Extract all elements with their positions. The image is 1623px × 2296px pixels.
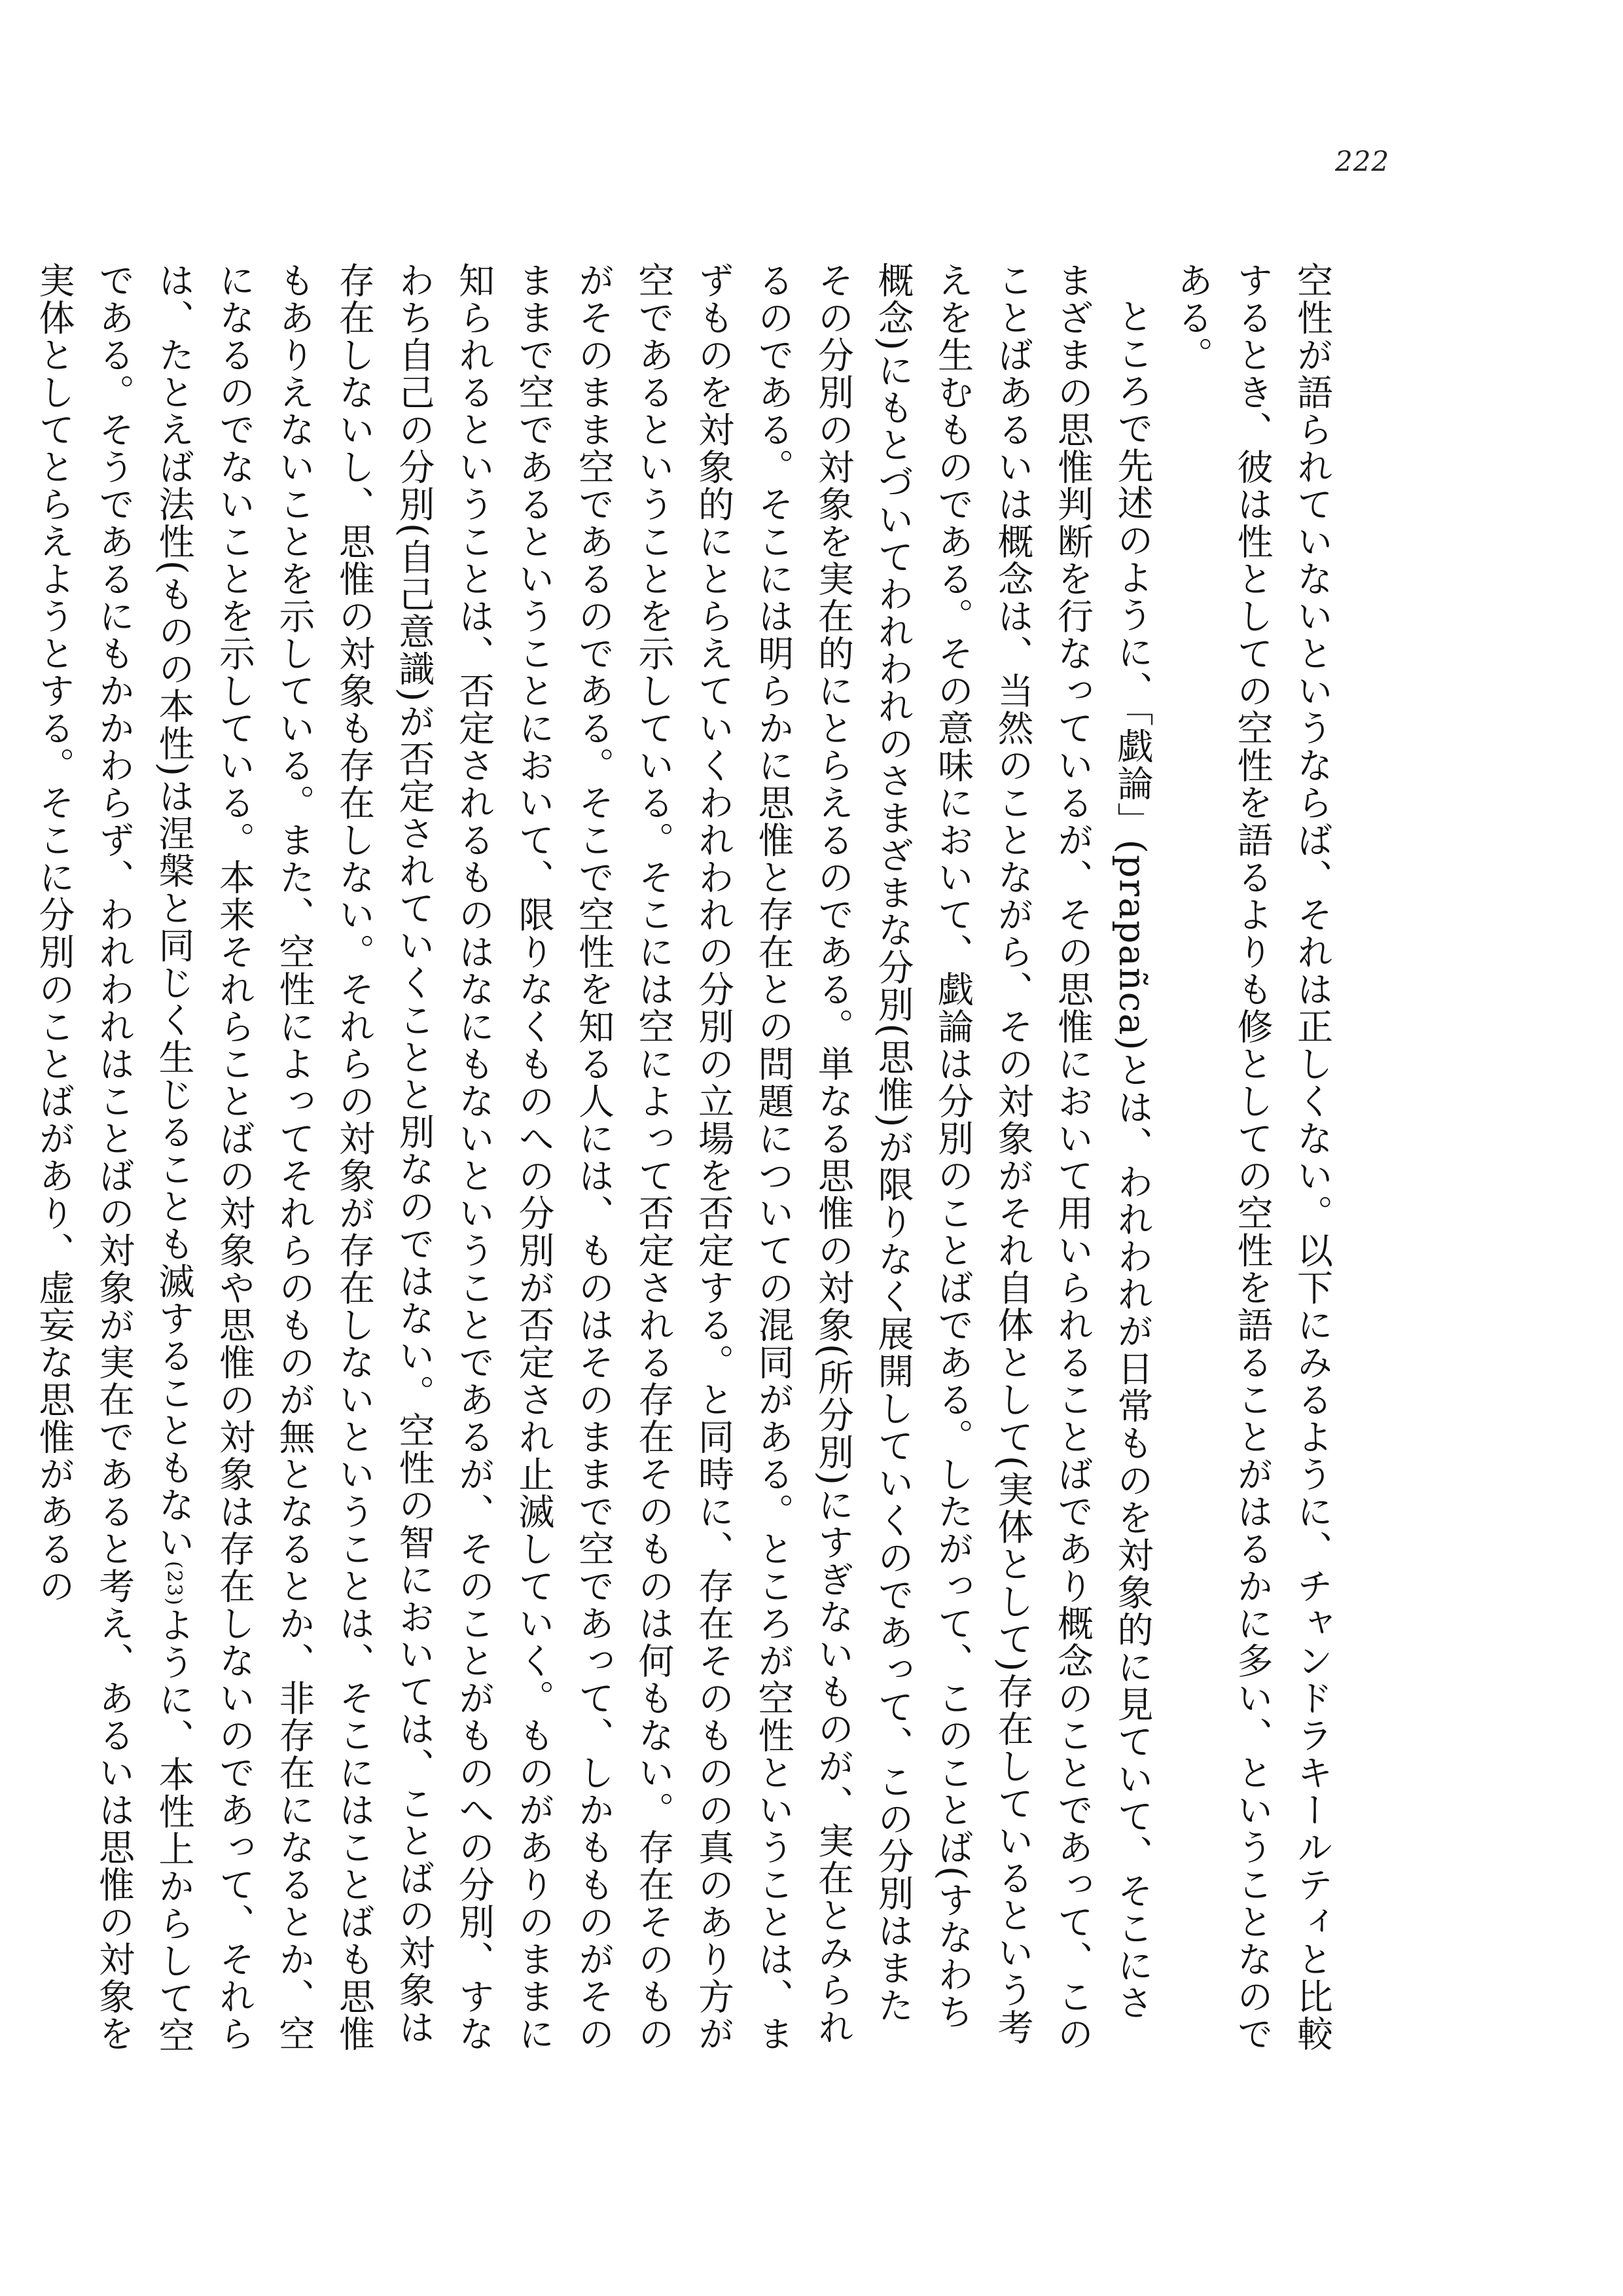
note-reference: (23)	[162, 1560, 186, 1607]
body-text	[33, 262, 1342, 2055]
page-number: 222	[1335, 145, 1390, 177]
paragraph-2: ところで先述のように、「戯論」(prapañca)とは、われわれが日常ものを対象的に見ていて、そこにさまざまの思惟判断を行なっているが、その思惟において用いられることばであり概念のことであって、このことばあるいは概念は、当然のことながら、その対象がそれ自体として(実体として)存在しているという考えを生むものである。その意味において、戯論は分別のことばである。したがって、このことば(すなわち概念)にもとづいてわれわれのさまざまな分別(思惟)が限りなく展開していくのであって、この分別はまたその分別の対象を実在的にとらえるのである。単なる思惟の対象(所分別)にすぎないものが、実在とみられるのである。そこには明らかに思惟と存在との問題についての混同がある。ところが空性ということは、まずものを対象的にとらえていくわれわれの分別の立場を否定する。と同時に、存在そのものの真のあり方が空であるということを示している。そこには空によって否定される存在そのものは何もない。存在そのものがそのまま空であるのである。そこで空性を知る人には、ものはそのままで空であって、しかもものがそのままで空であるということにおいて、限りなくものへの分別が否定され止滅していく。ものがありのままに知られるということは、否定されるものはなにもないということであるが、そのことがものへの分別、すなわち自己の分別(自己意識)が否定されていくことと別なのではない。空性の智においては、ことばの対象は存在しないし、思惟の対象も存在しない。それらの対象が存在しないということは、そこにはことばも思惟もありえないことを示している。また、空性によってそれらのものが無となるとか、非存在になるとか、空になるのでないことを示している。本来それらことばの対象や思惟の対象は存在しないのであって、それらは、たとえば法性(ものの本性)は涅槃と同じく生じることも滅することもない(23)ように、本性上からして空である。そうであるにもかかわらず、われわれはことばの対象が実在であると考え、あるいは思惟の対象を実体としてとらえようとする。そこに分別のことばがあり、虚妄な思惟があるの	[33, 262, 1154, 2054]
paragraph-1: 空性が語られていないというならば、それは正しくない。以下にみるように、チャンドラキールティと比較するとき、彼は性としての空性を語るよりも修としての空性を語ることがはるかに多い、ということなのである。	[1171, 262, 1333, 2053]
